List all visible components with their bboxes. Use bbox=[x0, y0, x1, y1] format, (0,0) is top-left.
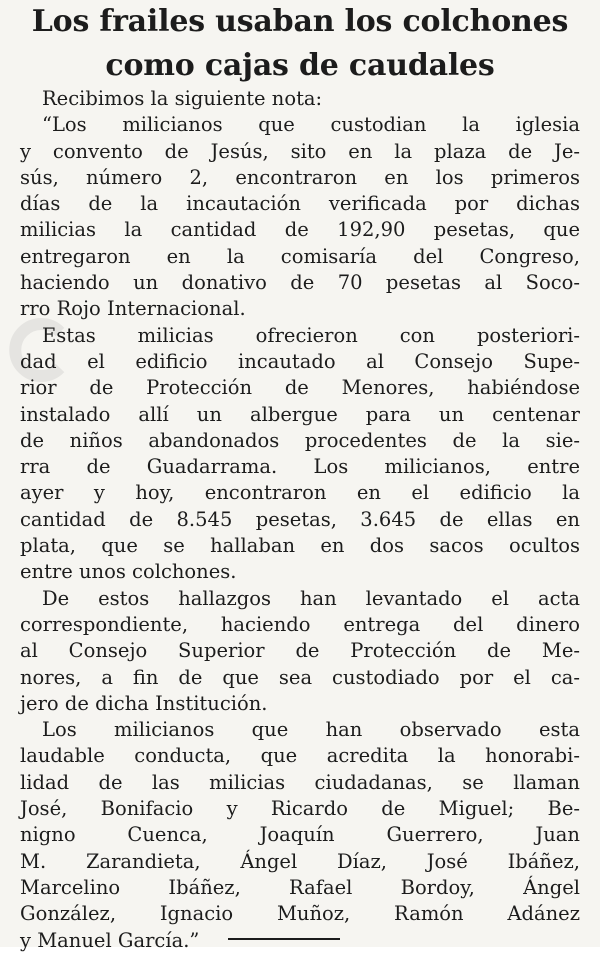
text-line: haciendo un donativo de 70 pesetas al Soco- bbox=[20, 271, 580, 295]
text-line: De estos hallazgos han levantado el acta bbox=[42, 586, 580, 610]
text-line: milicias la cantidad de 192,90 pesetas, que bbox=[20, 218, 580, 242]
text-line: rior de Protección de Menores, habiéndose bbox=[20, 376, 580, 400]
text-line: y convento de Jesús, sito en la plaza de Je- bbox=[20, 139, 580, 163]
text-line: lidad de las milicias ciudadanas, se llaman bbox=[20, 770, 580, 794]
text-line: y Manuel García.” bbox=[20, 928, 200, 952]
text-line: sús, número 2, encontraron en los primeros bbox=[20, 165, 580, 189]
text-line: ayer y hoy, encontraron en el edificio la bbox=[20, 481, 580, 505]
text-line: entregaron en la comisaría del Congreso, bbox=[20, 244, 580, 268]
text-line: rra de Guadarrama. Los milicianos, entre bbox=[20, 455, 580, 479]
text-line: rro Rojo Internacional. bbox=[20, 297, 246, 321]
text-line: plata, que se hallaban en dos sacos ocultos bbox=[20, 534, 580, 558]
text-line: Recibimos la siguiente nota: bbox=[42, 87, 323, 110]
text-line: instalado allí un albergue para un centenar bbox=[20, 402, 580, 426]
text-line: M. Zarandieta, Ángel Díaz, José Ibáñez, bbox=[20, 849, 580, 873]
text-line: jero de dicha Institución. bbox=[20, 691, 268, 715]
text-line: nigno Cuenca, Joaquín Guerrero, Juan bbox=[20, 823, 580, 847]
text-line: al Consejo Superior de Protección de Me- bbox=[20, 639, 580, 663]
text-line: dad el edificio incautado al Consejo Supe- bbox=[20, 349, 580, 373]
headline-line-2: como cajas de caudales bbox=[105, 48, 495, 83]
text-line: de niños abandonados procedentes de la sie- bbox=[20, 428, 580, 452]
text-line: “Los milicianos que custodian la iglesia bbox=[42, 113, 580, 137]
text-line: correspondiente, haciendo entrega del dinero bbox=[20, 612, 580, 636]
text-line: entre unos colchones. bbox=[20, 560, 237, 584]
text-line: cantidad de 8.545 pesetas, 3.645 de ellas en bbox=[20, 507, 580, 531]
text-line: González, Ignacio Muñoz, Ramón Adánez bbox=[20, 902, 580, 926]
text-line: José, Bonifacio y Ricardo de Miguel; Be- bbox=[20, 797, 580, 821]
text-line: laudable conducta, que acredita la honorabi- bbox=[20, 744, 580, 768]
text-line: Marcelino Ibáñez, Rafael Bordoy, Ángel bbox=[20, 875, 580, 899]
text-line: Los milicianos que han observado esta bbox=[42, 718, 580, 742]
end-rule bbox=[228, 938, 340, 940]
text-line: días de la incautación verificada por dichas bbox=[20, 192, 580, 216]
text-line: Estas milicias ofrecieron con posteriori- bbox=[42, 323, 580, 347]
headline-line-1: Los frailes usaban los colchones bbox=[31, 4, 569, 39]
article-body bbox=[20, 86, 580, 954]
text-line: nores, a fin de que sea custodiado por el ca- bbox=[20, 665, 580, 689]
